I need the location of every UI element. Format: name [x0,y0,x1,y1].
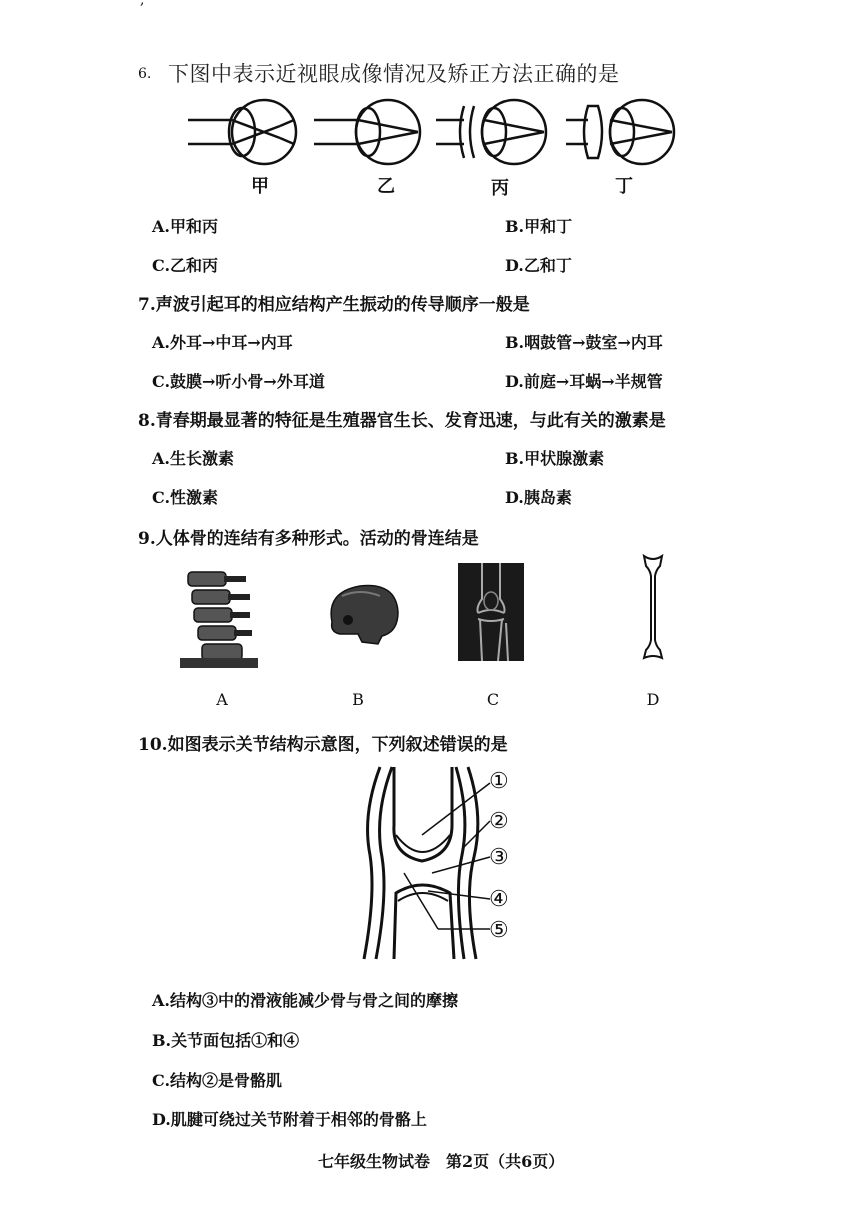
eye-diagram-yi [314,100,420,164]
q8-question: 8.青春期最显著的特征是生殖器官生长、发育迅速，与此有关的激素是 [138,411,666,431]
q7-question: 7.声波引起耳的相应结构产生振动的传导顺序一般是 [138,295,530,315]
q10-question: 10.如图表示关节结构示意图，下列叙述错误的是 [138,735,508,755]
eye-diagram-jia [188,100,296,164]
eye-diagrams [180,98,700,170]
q9-question: 9.人体骨的连结有多种形式。活动的骨连结是 [138,529,479,549]
q8-option-d: D.胰岛素 [505,488,572,507]
q10-option-a: A.结构③中的滑液能减少骨与骨之间的摩擦 [152,991,458,1010]
q6-number: 6. [138,66,152,82]
callout-3: ③ [489,845,509,870]
eye-label-jia: 甲 [251,176,269,197]
q8-option-b: B.甲状腺激素 [505,449,605,468]
eye-label-ding: 丁 [615,176,633,197]
callout-5: ⑤ [489,918,509,943]
eye-diagram-ding [566,100,674,164]
q6-option-d: D.乙和丁 [505,256,572,275]
knee-xray-image [458,563,524,661]
callout-1: ① [489,769,509,794]
q6-option-c: C.乙和丙 [152,256,219,275]
q7-option-c: C.鼓膜→听小骨→外耳道 [152,372,325,391]
page-footer: 七年级生物试卷 第2页（共6页） [318,1152,565,1171]
q8-option-c: C.性激素 [152,488,219,507]
q7-option-b: B.咽鼓管→鼓室→内耳 [505,333,663,352]
page-mark: , [140,0,145,8]
q7-option-a: A.外耳→中耳→内耳 [152,333,293,352]
q6-option-a: A.甲和丙 [152,217,218,236]
q10-option-d: D.肌腱可绕过关节附着于相邻的骨骼上 [152,1110,427,1129]
eye-label-yi: 乙 [377,176,395,197]
long-bone-image [640,554,666,660]
bone-label-b: B [352,690,364,709]
skull-image [322,582,402,646]
bone-label-a: A [216,690,228,709]
bone-label-d: D [646,690,660,709]
q10-option-c: C.结构②是骨骼肌 [152,1071,283,1090]
q10-option-b: B.关节面包括①和④ [152,1031,300,1050]
eye-label-bing: 丙 [491,178,509,199]
bone-label-c: C [486,690,500,709]
q6-option-b: B.甲和丁 [505,217,573,236]
q6-question: 下图中表示近视眼成像情况及矫正方法正确的是 [168,62,620,86]
callout-4: ④ [489,887,509,912]
eye-diagram-bing [436,100,546,164]
q7-option-d: D.前庭→耳蜗→半规管 [505,372,663,391]
q8-option-a: A.生长激素 [152,449,234,468]
callout-2: ② [489,809,509,834]
vertebrae-image [180,568,258,668]
